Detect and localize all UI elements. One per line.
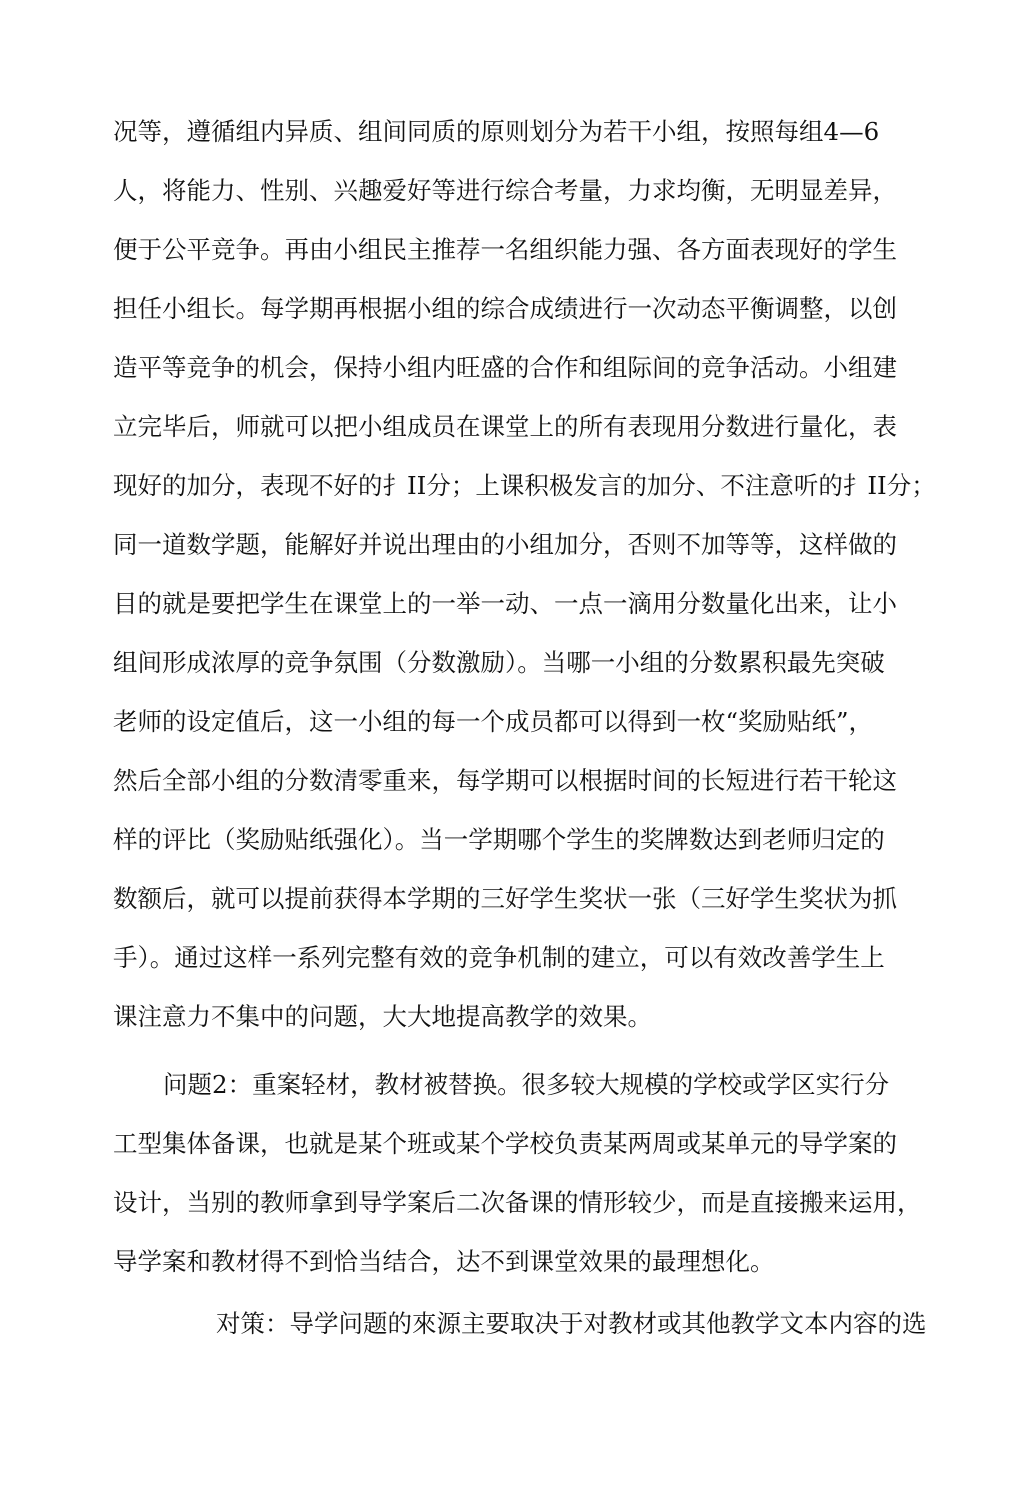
text-line-9: 目的就是要把学生在课堂上的一举一动、一点一滴用分数量化出来，让小: [113, 589, 897, 618]
text-line-11: 老师的设定值后，这一小组的每一个成员都可以得到一枚“奖励贴纸”，: [113, 707, 874, 736]
text-line-19: 设计，当别的教师拿到导学案后二次备课的情形较少，而是直接搬来运用，: [113, 1188, 922, 1217]
text-line-14: 数额后，就可以提前获得本学期的三好学生奖状一张（三好学生奖状为抓: [113, 884, 897, 913]
text-line-21: 对策：导学问题的來源主要取决于对教材或其他教学文本内容的选: [216, 1309, 927, 1338]
text-line-2: 人，将能力、性别、兴趣爱好等进行综合考量，力求均衡，无明显差异，: [113, 176, 897, 205]
text-line-20: 导学案和教材得不到恰当结合，达不到课堂效果的最理想化。: [113, 1247, 775, 1276]
text-line-17: 问题2：重案轻材，教材被替换。很多较大规模的学校或学区实行分: [163, 1070, 890, 1099]
text-line-1: 况等，遵循组内异质、组间同质的原则划分为若干小组，按照每组4—6: [113, 117, 880, 146]
text-line-4: 担任小组长。每学期再根据小组的综合成绩进行一次动态平衡调整，以创: [113, 294, 897, 323]
text-line-6: 立完毕后，师就可以把小组成员在课堂上的所有表现用分数进行量化，表: [113, 412, 897, 441]
text-line-12: 然后全部小组的分数清零重来，每学期可以根据时间的长短进行若干轮这: [113, 766, 897, 795]
text-line-13: 样的评比（奖励贴纸强化）。当一学期哪个学生的奖牌数达到老师归定的: [113, 825, 885, 854]
text-line-3: 便于公平竞争。再由小组民主推荐一名组织能力强、各方面表现好的学生: [113, 235, 897, 264]
text-line-18: 工型集体备课，也就是某个班或某个学校负责某两周或某单元的导学案的: [113, 1129, 897, 1158]
text-line-7: 现好的加分，表现不好的扌II分；上课积极发言的加分、不注意听的扌II分；: [113, 471, 936, 500]
text-line-5: 造平等竞争的机会，保持小组内旺盛的合作和组际间的竞争活动。小组建: [113, 353, 897, 382]
text-line-8: 同一道数学题，能解好并说出理由的小组加分，否则不加等等，这样做的: [113, 530, 897, 559]
text-line-15: 手）。通过这样一系列完整有效的竞争机制的建立，可以有效改善学生上: [113, 943, 885, 972]
text-line-10: 组间形成浓厚的竞争氛围（分数激励）。当哪一小组的分数累积最先突破: [113, 648, 885, 677]
text-line-16: 课注意力不集中的问题，大大地提高教学的效果。: [113, 1002, 652, 1031]
